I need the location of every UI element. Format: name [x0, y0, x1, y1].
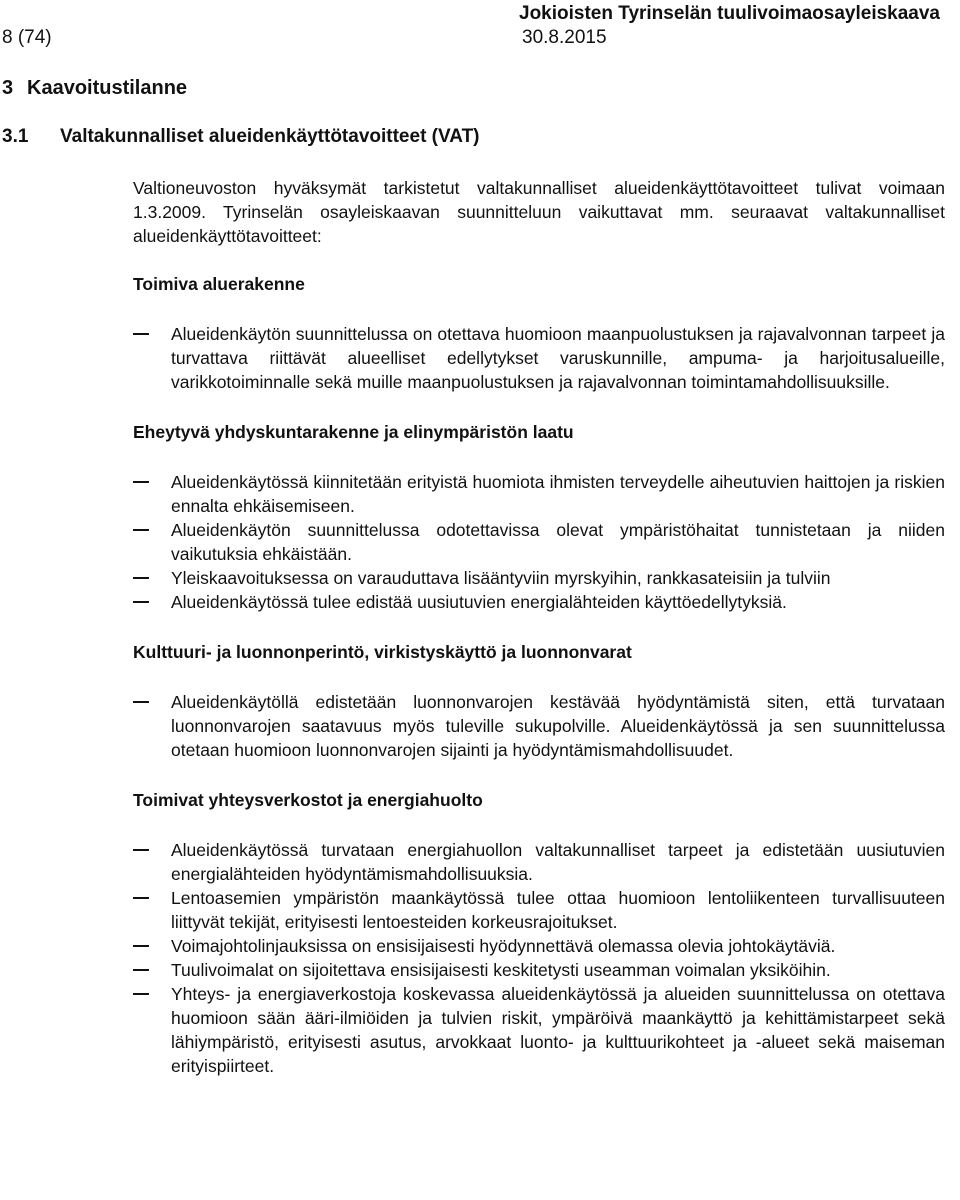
list-item: [133, 838, 945, 886]
dash-bullet: [133, 993, 149, 995]
list-item-text: Yhteys- ja energiaverkostoja koskevassa alueidenkäytössä ja alueiden suunnittelussa on otettava huomioon sään ääri-ilmiöiden ja tulvien riskit, ympäröivä maankäyttö ja kehittämistarpeet sekä lähiympäristö, erityisesti asutus, arvokkaat luonto- ja kulttuurikohteet ja -alueet sekä maiseman erityispiirteet.: [171, 984, 945, 1076]
subsection-heading: [2, 125, 480, 149]
dash-bullet: [133, 701, 149, 703]
list-item: [133, 470, 945, 518]
dash-bullet: [133, 897, 149, 899]
document-date: 30.8.2015: [522, 27, 607, 48]
dash-bullet: [133, 945, 149, 947]
body-content: [133, 176, 945, 1104]
list-item-text: Alueidenkäytössä tulee edistää uusiutuvien energialähteiden käyttöedellytyksiä.: [171, 592, 787, 612]
list-item: [133, 934, 945, 958]
dash-bullet: [133, 333, 149, 335]
dash-bullet: [133, 577, 149, 579]
list-item-text: Alueidenkäytöllä edistetään luonnonvarojen kestävää hyödyntämistä siten, että turvataan luonnonvarojen saatavuus myös tuleville sukupolville. Alueidenkäytössä ja sen suunnittelussa otetaan huomioon luonnonvarojen sijainti ja hyödyntämismahdollisuudet.: [171, 692, 945, 760]
section-number: 3: [2, 77, 14, 99]
header-organization: Jokioisten Tyrinselän tuulivoimaosayleiskaava: [519, 3, 940, 24]
list-item: [133, 958, 945, 982]
dash-list: [133, 838, 945, 1078]
group-heading: Kulttuuri- ja luonnonperintö, virkistyskäyttö ja luonnonvarat: [133, 642, 632, 662]
list-item-text: Alueidenkäytössä kiinnitetään erityistä huomiota ihmisten terveydelle aiheutuvien haittojen ja riskien ennalta ehkäisemiseen.: [171, 472, 945, 516]
section-heading: [2, 76, 187, 100]
list-item: [133, 322, 945, 394]
dash-bullet: [133, 529, 149, 531]
dash-list: [133, 690, 945, 762]
list-item: [133, 690, 945, 762]
dash-bullet: [133, 481, 149, 483]
list-item-text: Lentoasemien ympäristön maankäytössä tulee ottaa huomioon lentoliikenteen turvallisuuteen liittyvät tekijät, erityisesti lentoesteiden korkeusrajoitukset.: [171, 888, 945, 932]
list-item-text: Alueidenkäytön suunnittelussa odotettavissa olevat ympäristöhaitat tunnistetaan ja niiden vaikutuksia ehkäistään.: [171, 520, 945, 564]
list-item-text: Yleiskaavoituksessa on varauduttava lisääntyviin myrskyihin, rankkasateisiin ja tulviin: [171, 568, 831, 588]
group-heading: Toimiva aluerakenne: [133, 274, 305, 294]
dash-bullet: [133, 601, 149, 603]
subsection-number: 3.1: [2, 126, 29, 147]
group-heading: Toimivat yhteysverkostot ja energiahuolto: [133, 790, 483, 810]
list-item-text: Alueidenkäytössä turvataan energiahuollon valtakunnalliset tarpeet ja edistetään uusiutuvien energialähteiden hyödyntämismahdollisuuksia.: [171, 840, 945, 884]
list-item: [133, 590, 945, 614]
group-heading: Eheytyvä yhdyskuntarakenne ja elinympäristön laatu: [133, 422, 574, 442]
list-item: [133, 982, 945, 1078]
dash-list: [133, 470, 945, 614]
dash-bullet: [133, 969, 149, 971]
page-number: 8 (74): [2, 27, 52, 48]
list-item-text: Alueidenkäytön suunnittelussa on otettava huomioon maanpuolustuksen ja rajavalvonnan tarpeet ja turvattava riittävät alueelliset edellytykset varuskunnille, ampuma- ja harjoitusalueille, varikkotoiminnalle sekä muille maanpuolustuksen ja rajavalvonnan toimintamahdollisuuksille.: [171, 324, 945, 392]
list-item-text: Voimajohtolinjauksissa on ensisijaisesti hyödynnettävä olemassa olevia johtokäytäviä.: [171, 936, 836, 956]
section-title: Kaavoitustilanne: [27, 77, 188, 99]
dash-list: [133, 322, 945, 394]
dash-bullet: [133, 849, 149, 851]
intro-paragraph: Valtioneuvoston hyväksymät tarkistetut valtakunnalliset alueidenkäyttötavoitteet tulivat voimaan 1.3.2009. Tyrinselän osayleiskaavan suunnitteluun vaikuttavat mm. seuraavat valtakunnalliset alueidenkäyttötavoitteet:: [133, 178, 945, 246]
list-item: [133, 566, 945, 590]
list-item-text: Tuulivoimalat on sijoitettava ensisijaisesti keskitetysti useamman voimalan yksiköihin.: [171, 960, 831, 980]
list-item: [133, 518, 945, 566]
subsection-title: Valtakunnalliset alueidenkäyttötavoitteet (VAT): [60, 126, 480, 147]
list-item: [133, 886, 945, 934]
